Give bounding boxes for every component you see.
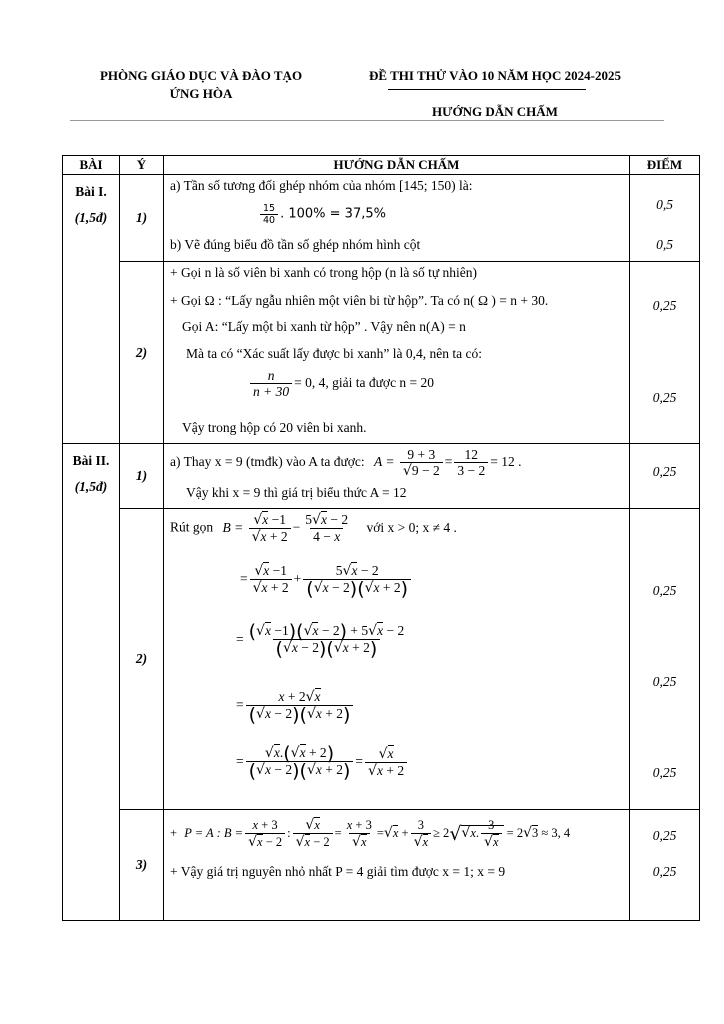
score-cell bbox=[630, 262, 700, 444]
formula-relative-frequency bbox=[258, 203, 386, 226]
score-value: 0,25 bbox=[652, 298, 677, 313]
frac-den-root: 9 bbox=[411, 463, 419, 478]
formula-result: = 12 . bbox=[490, 454, 522, 470]
grading-table bbox=[62, 155, 700, 921]
score-cell bbox=[630, 444, 700, 509]
table-row bbox=[63, 175, 700, 262]
guide-subtitle: HƯỚNG DẪN CHẤM bbox=[432, 104, 558, 119]
table-header-row bbox=[63, 156, 700, 175]
guide-text: + Gọi n là số viên bi xanh có trong hộp (n là số tự nhiên) bbox=[170, 265, 478, 280]
guide-text: + Gọi Ω : “Lấy ngẫu nhiên một viên bi từ hộp”. Ta có n( Ω ) = n + 30. bbox=[170, 293, 549, 308]
frac-num: 12 bbox=[464, 447, 479, 462]
item-label: 2) bbox=[120, 262, 164, 444]
formula-probability bbox=[248, 368, 434, 400]
frac-den: n + 30 bbox=[250, 383, 292, 400]
score-value: 0,5 bbox=[656, 237, 673, 252]
frac-den: 40 bbox=[260, 214, 278, 226]
title-underline bbox=[388, 89, 586, 90]
guide-text: Vậy khi x = 9 thì giá trị biểu thức A = 12 bbox=[186, 485, 407, 500]
table-row bbox=[63, 509, 700, 810]
header-divider bbox=[70, 120, 664, 121]
guide-text: Rút gọn bbox=[170, 519, 214, 535]
condition-text: với x > 0; x ≠ 4 . bbox=[366, 519, 457, 535]
formula-p-inequality: + P = A : B = $\frac{x + 3}{√x - 2}$ : $\frac{√x}{√x - 2}$ = $\frac{x + 3}{√x}$ =√x + $\frac{3}{√x}$ ≥ 2√√x. $\frac{3}{√x}$ = 2√3 ≈ 3, 4 bbox=[170, 817, 571, 850]
item-label: 3) bbox=[120, 810, 164, 921]
section-label: Bài I. bbox=[75, 184, 107, 199]
frac-num: 15 bbox=[263, 203, 276, 214]
formula-rest: = 0, 4 bbox=[294, 375, 326, 391]
score-value: 0,25 bbox=[652, 583, 677, 598]
formula-step-4: = $\frac{√x.(√x + 2)}{(√x - 2)(√x + 2)}$ = $\frac{√x}{√x + 2}$ bbox=[236, 745, 409, 779]
formula-lhs: A = bbox=[374, 454, 395, 470]
frac-num: n bbox=[267, 368, 275, 383]
score-value: 0,25 bbox=[652, 464, 677, 479]
formula-step-2: = $\frac{(√x -1)(√x - 2) + 5√x - 2}{(√x - 2)(√x + 2)}$ bbox=[236, 620, 405, 661]
formula-result: ≈ 3, 4 bbox=[541, 825, 571, 840]
guide-text: Vậy trong hộp có 20 viên bi xanh. bbox=[182, 420, 367, 435]
formula-result: . 100% = 37,5% bbox=[280, 206, 386, 222]
score-value: 0,25 bbox=[652, 765, 677, 780]
score-value: 0,25 bbox=[652, 828, 677, 843]
frac-den: 3 − 2 bbox=[454, 462, 488, 479]
table-row bbox=[63, 810, 700, 921]
guide-text: + Vậy giá trị nguyên nhỏ nhất P = 4 giải tìm được x = 1; x = 9 bbox=[170, 864, 506, 879]
guide-text: , giải ta được n = 20 bbox=[325, 375, 435, 391]
guide-cell bbox=[164, 810, 630, 921]
section-points: (1,5đ) bbox=[74, 479, 108, 494]
frac-num: 9 + 3 bbox=[407, 447, 436, 462]
department-name: PHÒNG GIÁO DỤC VÀ ĐÀO TẠO bbox=[99, 68, 303, 83]
guide-text: Gọi A: “Lấy một bi xanh từ hộp” . Vậy nên n(A) = n bbox=[182, 319, 466, 334]
section-points: (1,5đ) bbox=[74, 210, 108, 225]
item-label: 1) bbox=[120, 175, 164, 262]
score-value: 0,25 bbox=[652, 864, 677, 879]
guide-text: a) Thay x = 9 (tmđk) vào A ta được: bbox=[170, 454, 365, 470]
score-cell bbox=[630, 810, 700, 921]
formula-step-1: = $\frac{√x -1}{√x + 2}$ + $\frac{5√x - 2}{(√x - 2)(√x + 2)}$ bbox=[240, 563, 413, 597]
item-label: 2) bbox=[120, 509, 164, 810]
score-value: 0,25 bbox=[652, 674, 677, 689]
guide-text: a) Tần số tương đối ghép nhóm của nhóm [145; 150) là: bbox=[170, 178, 473, 193]
table-row bbox=[63, 444, 700, 509]
formula-simplify-intro: Rút gọn B = $\frac{√x -1}{√x + 2}$ − $\frac{5√x - 2}{4 - x}$ với x > 0; x ≠ 4 . bbox=[170, 512, 457, 545]
guide-cell bbox=[164, 175, 630, 262]
guide-text: Mà ta có “Xác suất lấy được bi xanh” là 0,4, nên ta có: bbox=[186, 346, 482, 361]
formula-step-3: = $\frac{x + 2√x}{(√x - 2)(√x + 2)}$ bbox=[236, 689, 355, 723]
section-bai-2 bbox=[63, 444, 120, 921]
guide-cell bbox=[164, 509, 630, 810]
table-row bbox=[63, 262, 700, 444]
exam-title: ĐỀ THI THỬ VÀO 10 NĂM HỌC 2024-2025 bbox=[369, 68, 621, 83]
score-value: 0,5 bbox=[656, 197, 673, 212]
formula-plus: + bbox=[170, 825, 178, 840]
item-label: 1) bbox=[120, 444, 164, 509]
section-label: Bài II. bbox=[72, 453, 110, 468]
district-name: ỨNG HÒA bbox=[169, 86, 233, 101]
col-header-y: Ý bbox=[120, 156, 164, 175]
guide-cell bbox=[164, 262, 630, 444]
score-cell bbox=[630, 509, 700, 810]
guide-text: b) Vẽ đúng biểu đồ tần số ghép nhóm hình cột bbox=[170, 237, 421, 252]
col-header-guide: HƯỚNG DẪN CHẤM bbox=[164, 156, 630, 175]
formula-substitution: a) Thay x = 9 (tmđk) vào A ta được: A = $\frac{9 + 3}{√9 - 2}$ = $\frac{12}{3 - 2}$ = 12 . bbox=[170, 447, 522, 479]
guide-cell bbox=[164, 444, 630, 509]
col-header-bai: BÀI bbox=[63, 156, 120, 175]
score-cell bbox=[630, 175, 700, 262]
score-value: 0,25 bbox=[652, 390, 677, 405]
section-bai-1 bbox=[63, 175, 120, 444]
col-header-score: ĐIỂM bbox=[630, 156, 700, 175]
frac-den-rest: − 2 bbox=[418, 463, 440, 478]
